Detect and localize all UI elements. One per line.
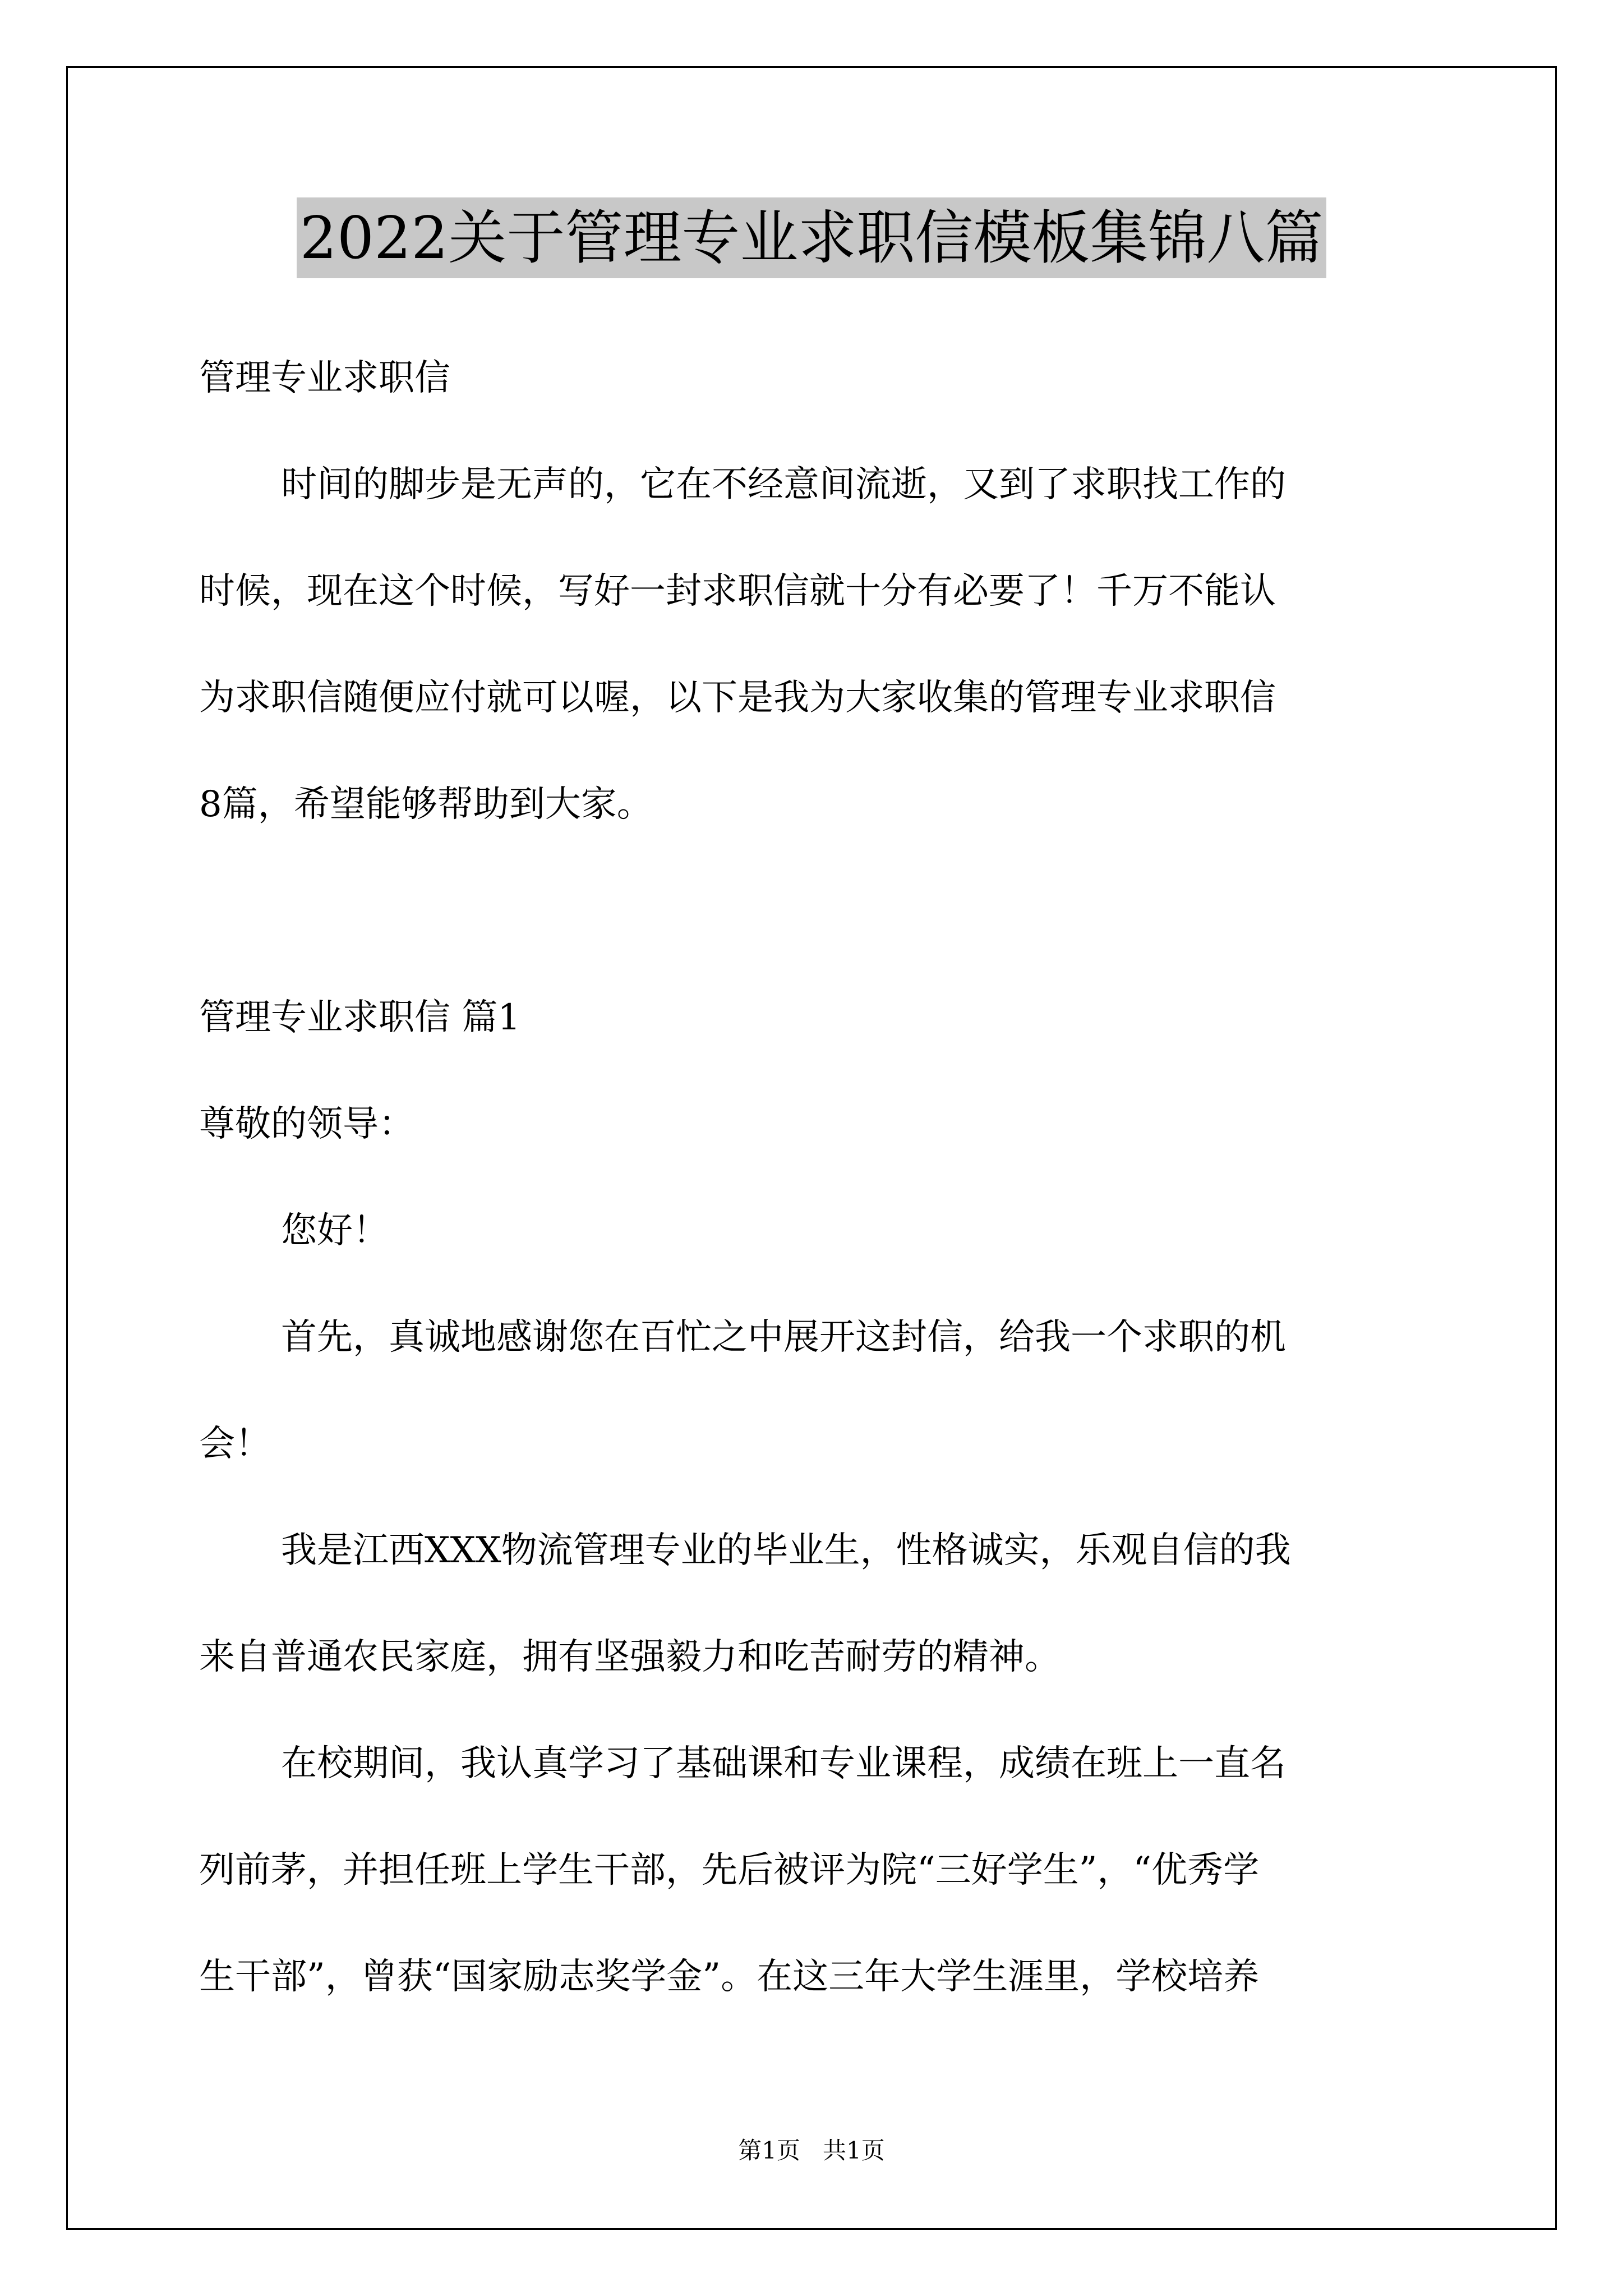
paragraph-line: 会！ — [199, 1423, 271, 1465]
paragraph-line: 在校期间，我认真学习了基础课和专业课程，成绩在班上一直名 — [281, 1743, 1286, 1784]
salutation: 尊敬的领导： — [199, 1103, 414, 1145]
section-heading: 管理专业求职信 篇1 — [199, 997, 521, 1038]
paragraph-line: 首先，真诚地感谢您在百忙之中展开这封信，给我一个求职的机 — [281, 1317, 1286, 1358]
section-heading: 管理专业求职信 — [199, 357, 450, 399]
paragraph-line: 列前茅，并担任班上学生干部，先后被评为院“三好学生”，“优秀学 — [199, 1849, 1260, 1891]
paragraph-line: 时间的脚步是无声的，它在不经意间流逝，又到了求职找工作的 — [281, 464, 1286, 505]
paragraph-line: 我是江西XXX物流管理专业的毕业生，性格诚实，乐观自信的我 — [281, 1530, 1291, 1571]
title-container — [0, 197, 1623, 278]
document-title: 2022关于管理专业求职信模板集锦八篇 — [297, 197, 1327, 278]
paragraph-line: 生干部”，曾获“国家励志奖学金”。在这三年大学生涯里，学校培养 — [199, 1956, 1260, 1998]
paragraph-line: 来自普通农民家庭，拥有坚强毅力和吃苦耐劳的精神。 — [199, 1636, 1061, 1678]
greeting: 您好！ — [281, 1210, 389, 1251]
paragraph-line: 时候，现在这个时候，写好一封求职信就十分有必要了！千万不能认 — [199, 570, 1276, 612]
paragraph-line: 8篇，希望能够帮助到大家。 — [199, 784, 653, 825]
paragraph-line: 为求职信随便应付就可以喔，以下是我为大家收集的管理专业求职信 — [199, 677, 1276, 719]
page-footer: 第1页 共1页 — [738, 2137, 885, 2164]
